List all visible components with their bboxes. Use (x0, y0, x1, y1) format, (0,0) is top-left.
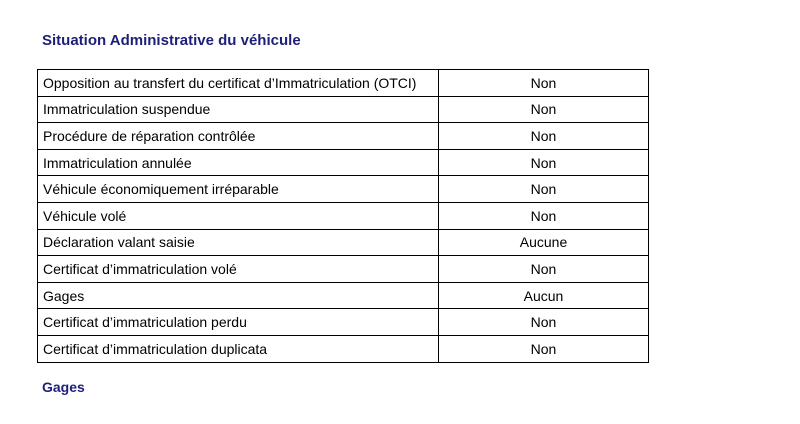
row-label: Déclaration valant saisie (38, 229, 439, 256)
row-label: Opposition au transfert du certificat d’Immatriculation (OTCI) (38, 70, 439, 97)
table-row (38, 309, 649, 336)
row-value: Non (439, 149, 649, 176)
vehicle-status-table (37, 69, 649, 363)
row-label: Véhicule volé (38, 202, 439, 229)
table-row (38, 202, 649, 229)
row-value: Aucun (439, 282, 649, 309)
row-label: Immatriculation suspendue (38, 96, 439, 123)
row-value: Non (439, 96, 649, 123)
table-row (38, 70, 649, 97)
row-value: Non (439, 256, 649, 283)
gages-section-title: Gages (42, 379, 85, 395)
row-label: Gages (38, 282, 439, 309)
row-label: Certificat d’immatriculation perdu (38, 309, 439, 336)
table-row (38, 229, 649, 256)
row-value: Non (439, 176, 649, 203)
row-label: Certificat d’immatriculation duplicata (38, 335, 439, 362)
row-value: Non (439, 335, 649, 362)
row-label: Certificat d’immatriculation volé (38, 256, 439, 283)
row-value: Aucune (439, 229, 649, 256)
row-value: Non (439, 70, 649, 97)
table-row (38, 335, 649, 362)
row-value: Non (439, 309, 649, 336)
table-row (38, 282, 649, 309)
section-title: Situation Administrative du véhicule (42, 32, 301, 49)
table-row (38, 149, 649, 176)
table-row (38, 176, 649, 203)
table-row (38, 123, 649, 150)
table-row (38, 96, 649, 123)
row-label: Procédure de réparation contrôlée (38, 123, 439, 150)
row-label: Immatriculation annulée (38, 149, 439, 176)
row-label: Véhicule économiquement irréparable (38, 176, 439, 203)
row-value: Non (439, 123, 649, 150)
table-row (38, 256, 649, 283)
row-value: Non (439, 202, 649, 229)
